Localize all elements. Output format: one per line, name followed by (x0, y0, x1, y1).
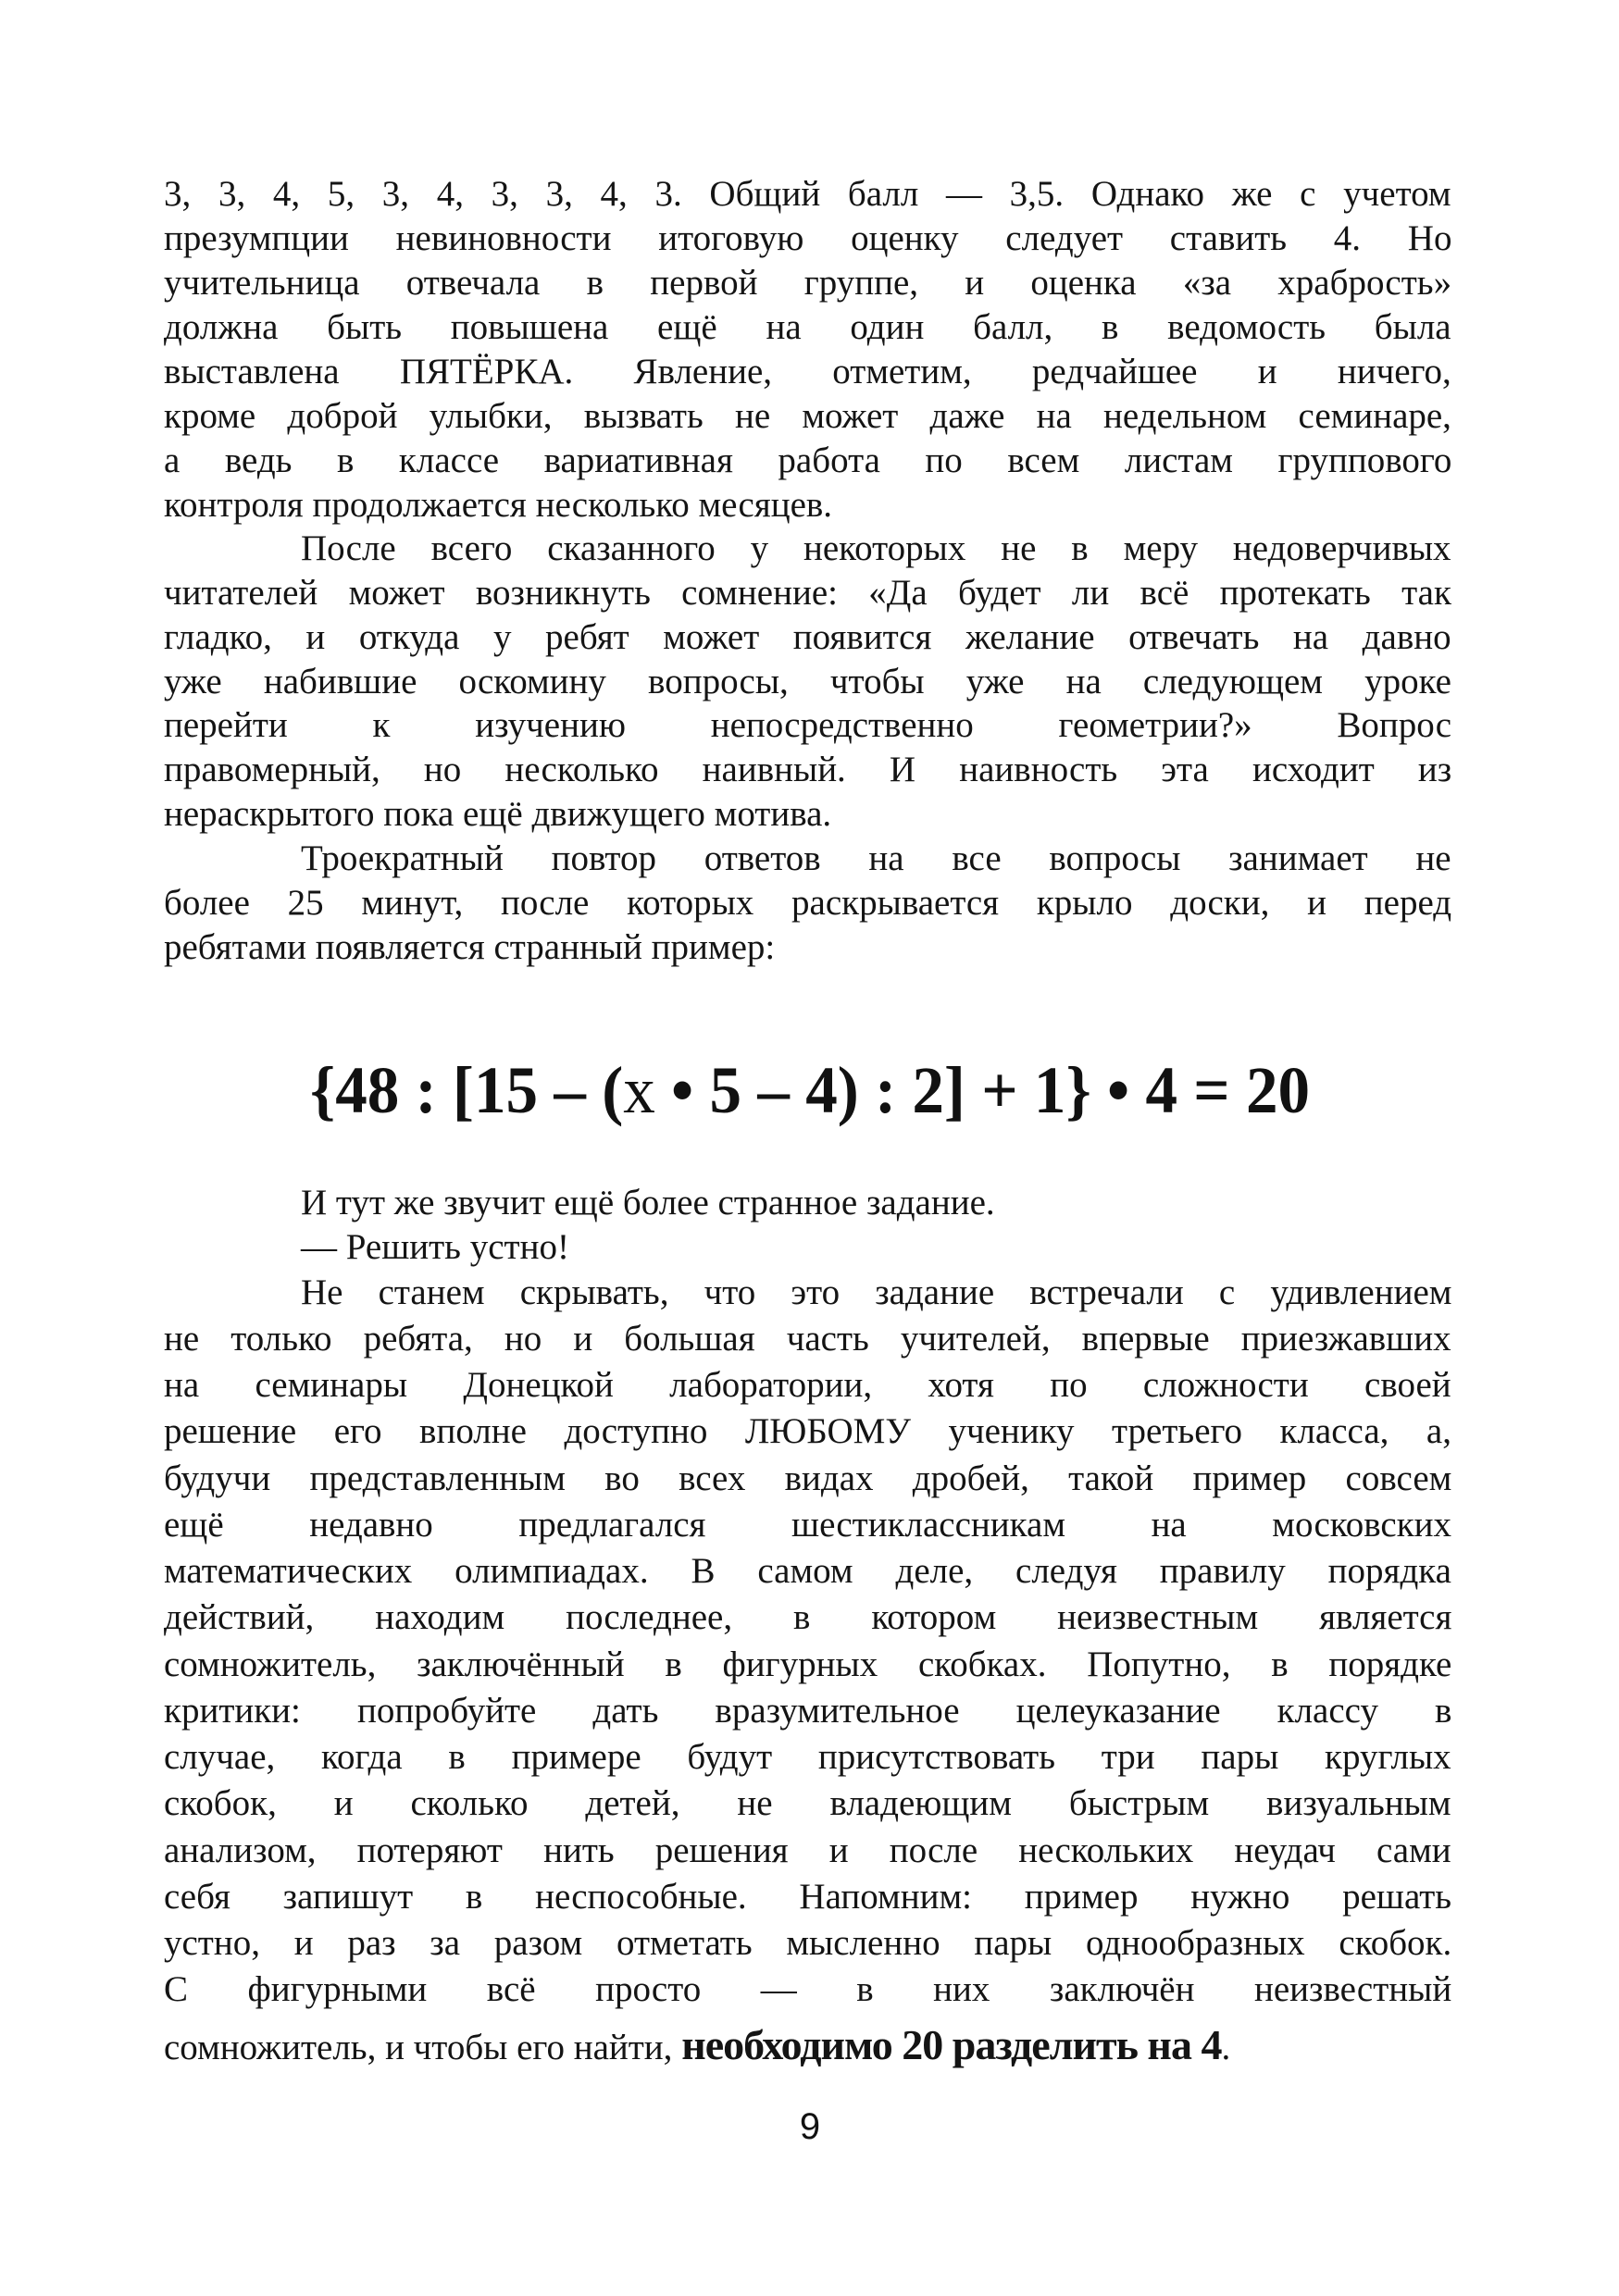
text-line: гладко, и откуда у ребят может появится желание отвечать на давно (164, 617, 1451, 657)
text-line: математических олимпиадах. В самом деле, следуя правилу порядка (164, 1551, 1451, 1591)
formula-part-2: • 5 – 4) : 2] + 1} • 4 = 20 (654, 1053, 1311, 1127)
formula-part-1: {48 : [15 – ( (310, 1053, 624, 1127)
text-line: а ведь в классе вариативная работа по всем листам группового (164, 441, 1452, 480)
text-line: После всего сказанного у некоторых не в меру недоверчивых (301, 528, 1451, 568)
text-line: действий, находим последнее, в котором неизвестным является (164, 1597, 1452, 1637)
text-line: себя запишут в неспособные. Напомним: пример нужно решать (164, 1877, 1452, 1917)
text-line-final (164, 2019, 1451, 2071)
text-line: контроля продолжается несколько месяцев. (164, 485, 833, 525)
text-line: С фигурными всё просто — в них заключён неизвестный (164, 1969, 1452, 2009)
text-line: должна быть повышена ещё на один балл, в ведомость была (164, 307, 1451, 347)
final-line-regular: сомножитель, и чтобы его найти, (164, 2028, 682, 2067)
paragraph-4: И тут же звучит ещё более странное задание. (301, 1183, 995, 1222)
text-line: правомерный, но несколько наивный. И наивность эта исходит из (164, 750, 1452, 789)
text-line: более 25 минут, после которых раскрывается крыло доски, и перед (164, 883, 1452, 923)
text-line: учительница отвечала в первой группе, и оценка «за храбрость» (164, 263, 1452, 303)
final-line-content (164, 2019, 1230, 2074)
text-line: перейти к изучению непосредственно геометрии?» Вопрос (164, 705, 1452, 745)
text-line: устно, и раз за разом отметать мысленно пары однообразных скобок. (164, 1923, 1452, 1963)
text-line: кроме доброй улыбки, вызвать не может даже на недельном семинаре, (164, 396, 1451, 436)
text-line: случае, когда в примере будут присутствовать три пары круглых (164, 1737, 1451, 1777)
text-line: скобок, и сколько детей, не владеющим быстрым визуальным (164, 1783, 1451, 1823)
text-line: Троекратный повтор ответов на все вопросы занимает не (301, 838, 1451, 878)
text-line: уже набившие оскомину вопросы, чтобы уже на следующем уроке (164, 662, 1451, 701)
text-line: анализом, потеряют нить решения и после нескольких неудач сами (164, 1831, 1451, 1870)
text-line: читателей может возникнуть сомнение: «Да будет ли всё протекать так (164, 573, 1451, 613)
text-line: Не станем скрывать, что это задание встречали с удивлением (301, 1272, 1452, 1312)
text-line: нераскрытого пока ещё движущего мотива. (164, 794, 832, 834)
emphasized-conclusion: необходимо 20 разделить на 4 (681, 2021, 1222, 2068)
text-line: на семинары Донецкой лаборатории, хотя по сложности своей (164, 1365, 1451, 1405)
text-line: будучи представленным во всех видах дробей, такой пример совсем (164, 1458, 1452, 1498)
formula-variable: x (623, 1053, 655, 1127)
text-line: ещё недавно предлагался шестиклассникам на московских (164, 1505, 1452, 1545)
formula-text (310, 1044, 1310, 1136)
page-number: 9 (799, 2106, 821, 2147)
text-line: 3, 3, 4, 5, 3, 4, 3, 3, 4, 3. Общий балл — 3,5. Однако же с учетом (164, 174, 1451, 214)
text-line: не только ребята, но и большая часть учителей, впервые приезжавших (164, 1319, 1451, 1359)
text-line: презумпции невиновности итоговую оценку следует ставить 4. Но (164, 218, 1452, 258)
final-period: . (1221, 2028, 1231, 2067)
math-formula (310, 1044, 1310, 1136)
text-line: критики: попробуйте дать вразумительное целеуказание классу в (164, 1691, 1452, 1731)
text-line: выставлена ПЯТЁРКА. Явление, отметим, редчайшее и ничего, (164, 352, 1451, 391)
paragraph-dialogue: — Решить устно! (301, 1227, 569, 1267)
text-line: ребятами появляется странный пример: (164, 927, 776, 967)
text-line: сомножитель, заключённый в фигурных скобках. Попутно, в порядке (164, 1644, 1452, 1684)
text-line: решение его вполне доступно ЛЮБОМУ ученику третьего класса, а, (164, 1411, 1451, 1451)
